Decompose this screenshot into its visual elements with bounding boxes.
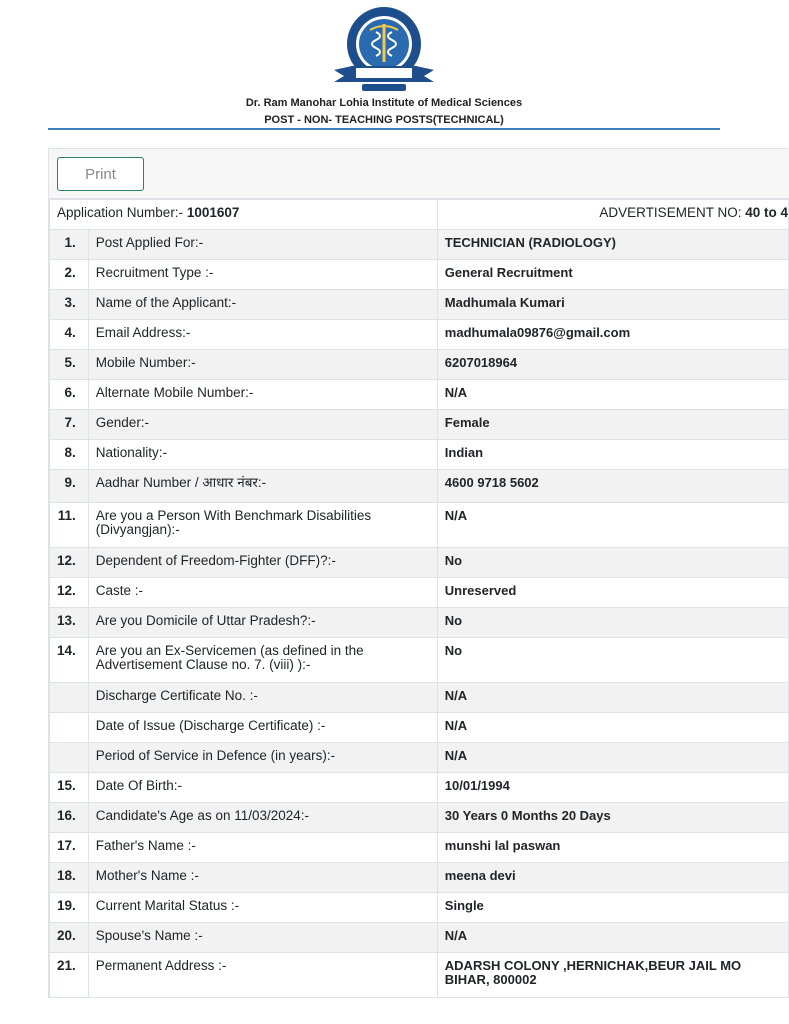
row-label: Name of the Applicant:- bbox=[88, 290, 437, 320]
row-number: 14. bbox=[50, 638, 89, 683]
row-number: 17. bbox=[50, 833, 89, 863]
row-number: 19. bbox=[50, 893, 89, 923]
row-label: Period of Service in Defence (in years):- bbox=[88, 743, 437, 773]
page-header bbox=[0, 0, 768, 130]
row-number: 5. bbox=[50, 350, 89, 380]
table-row bbox=[50, 773, 789, 803]
row-label: Gender:- bbox=[88, 410, 437, 440]
application-number-row bbox=[50, 200, 789, 230]
institute-logo bbox=[332, 4, 436, 94]
row-label: Are you Domicile of Uttar Pradesh?:- bbox=[88, 608, 437, 638]
row-value: N/A bbox=[437, 683, 788, 713]
row-value: madhumala09876@gmail.com bbox=[437, 320, 788, 350]
row-number: 1. bbox=[50, 230, 89, 260]
row-label: Permanent Address :- bbox=[88, 953, 437, 998]
table-row bbox=[50, 380, 789, 410]
row-number: 7. bbox=[50, 410, 89, 440]
row-label: Current Marital Status :- bbox=[88, 893, 437, 923]
row-value: No bbox=[437, 608, 788, 638]
table-row bbox=[50, 410, 789, 440]
row-number: 3. bbox=[50, 290, 89, 320]
row-value: Unreserved bbox=[437, 578, 788, 608]
row-label: Date Of Birth:- bbox=[88, 773, 437, 803]
row-label: Are you a Person With Benchmark Disabilities (Divyangjan):- bbox=[88, 503, 437, 548]
row-value: No bbox=[437, 638, 788, 683]
row-value: ADARSH COLONY ,HERNICHAK,BEUR JAIL MO BIHAR, 800002 bbox=[437, 953, 788, 998]
application-number-cell bbox=[50, 200, 438, 230]
advertisement-label: ADVERTISEMENT NO: bbox=[599, 205, 742, 220]
advertisement-value: 40 to 4 bbox=[745, 205, 788, 220]
table-row bbox=[50, 683, 789, 713]
table-row bbox=[50, 608, 789, 638]
table-row bbox=[50, 320, 789, 350]
row-value: 6207018964 bbox=[437, 350, 788, 380]
row-label: Date of Issue (Discharge Certificate) :- bbox=[88, 713, 437, 743]
row-value: Madhumala Kumari bbox=[437, 290, 788, 320]
row-value: General Recruitment bbox=[437, 260, 788, 290]
table-row bbox=[50, 548, 789, 578]
table-row bbox=[50, 953, 789, 998]
application-number-label: Application Number:- bbox=[57, 205, 184, 220]
table-row bbox=[50, 638, 789, 683]
table-row bbox=[50, 743, 789, 773]
row-label: Mobile Number:- bbox=[88, 350, 437, 380]
table-row bbox=[50, 503, 789, 548]
table-row bbox=[50, 230, 789, 260]
table-row bbox=[50, 713, 789, 743]
row-label: Mother's Name :- bbox=[88, 863, 437, 893]
row-value: meena devi bbox=[437, 863, 788, 893]
table-row bbox=[50, 350, 789, 380]
row-label: Spouse's Name :- bbox=[88, 923, 437, 953]
post-title: POST - NON- TEACHING POSTS(TECHNICAL) bbox=[264, 114, 504, 126]
table-row bbox=[50, 290, 789, 320]
table-row bbox=[50, 260, 789, 290]
row-number: 12. bbox=[50, 578, 89, 608]
table-row bbox=[50, 833, 789, 863]
row-value: Single bbox=[437, 893, 788, 923]
table-row bbox=[50, 470, 789, 503]
table-row bbox=[50, 863, 789, 893]
institute-name: Dr. Ram Manohar Lohia Institute of Medical Sciences bbox=[245, 97, 523, 109]
print-toolbar bbox=[49, 149, 789, 199]
row-number bbox=[50, 683, 89, 713]
row-number: 18. bbox=[50, 863, 89, 893]
row-number: 6. bbox=[50, 380, 89, 410]
row-number: 11. bbox=[50, 503, 89, 548]
row-number: 15. bbox=[50, 773, 89, 803]
row-value: N/A bbox=[437, 380, 788, 410]
row-value: N/A bbox=[437, 923, 788, 953]
row-value: 10/01/1994 bbox=[437, 773, 788, 803]
print-button[interactable]: Print bbox=[57, 157, 144, 191]
header-divider bbox=[48, 128, 720, 130]
row-number: 21. bbox=[50, 953, 89, 998]
row-label: Post Applied For:- bbox=[88, 230, 437, 260]
row-label: Candidate's Age as on 11/03/2024:- bbox=[88, 803, 437, 833]
row-value: TECHNICIAN (RADIOLOGY) bbox=[437, 230, 788, 260]
row-number bbox=[50, 713, 89, 743]
table-row bbox=[50, 578, 789, 608]
row-value: Indian bbox=[437, 440, 788, 470]
table-row bbox=[50, 893, 789, 923]
row-value: N/A bbox=[437, 743, 788, 773]
row-label: Email Address:- bbox=[88, 320, 437, 350]
application-number-value: 1001607 bbox=[186, 205, 240, 220]
row-number: 8. bbox=[50, 440, 89, 470]
row-number: 2. bbox=[50, 260, 89, 290]
row-number: 9. bbox=[50, 470, 89, 503]
table-row bbox=[50, 923, 789, 953]
row-label: Alternate Mobile Number:- bbox=[88, 380, 437, 410]
advertisement-cell bbox=[437, 200, 788, 230]
row-number: 20. bbox=[50, 923, 89, 953]
row-label: Aadhar Number / आधार नंबर:- bbox=[88, 470, 437, 503]
row-label: Nationality:- bbox=[88, 440, 437, 470]
row-number bbox=[50, 743, 89, 773]
table-row bbox=[50, 440, 789, 470]
row-value: 4600 9718 5602 bbox=[437, 470, 788, 503]
row-value: No bbox=[437, 548, 788, 578]
row-value: N/A bbox=[437, 713, 788, 743]
row-value: munshi lal paswan bbox=[437, 833, 788, 863]
row-label: Dependent of Freedom-Fighter (DFF)?:- bbox=[88, 548, 437, 578]
row-label: Discharge Certificate No. :- bbox=[88, 683, 437, 713]
row-label: Caste :- bbox=[88, 578, 437, 608]
row-value: N/A bbox=[437, 503, 788, 548]
table-row bbox=[50, 803, 789, 833]
row-number: 4. bbox=[50, 320, 89, 350]
row-number: 12. bbox=[50, 548, 89, 578]
row-label: Father's Name :- bbox=[88, 833, 437, 863]
row-value: Female bbox=[437, 410, 788, 440]
application-table bbox=[49, 199, 789, 998]
application-card bbox=[48, 148, 788, 998]
row-number: 16. bbox=[50, 803, 89, 833]
row-label: Recruitment Type :- bbox=[88, 260, 437, 290]
row-number: 13. bbox=[50, 608, 89, 638]
row-label: Are you an Ex-Servicemen (as defined in the Advertisement Clause no. 7. (viii) ):- bbox=[88, 638, 437, 683]
row-value: 30 Years 0 Months 20 Days bbox=[437, 803, 788, 833]
